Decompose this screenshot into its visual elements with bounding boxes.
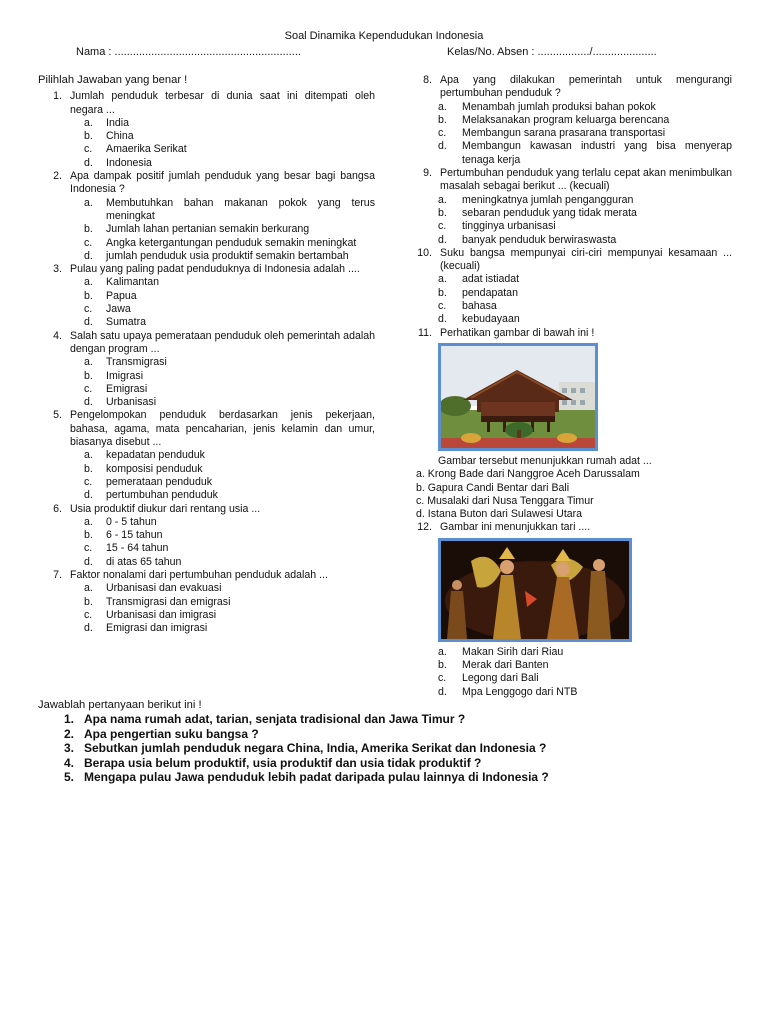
question-12 (416, 521, 732, 698)
page-title: Soal Dinamika Kependudukan Indonesia (284, 30, 484, 42)
question-6 (38, 503, 375, 569)
question-number: 12. (417, 521, 432, 534)
option-c: c. Legong dari Bali (438, 672, 539, 685)
essay-question: 4. Berapa usia belum produktif, usia produktif dan usia tidak produktif ? (63, 755, 482, 770)
option-c: c. Emigrasi (84, 382, 148, 395)
option-d: d. di atas 65 tahun (84, 555, 182, 568)
left-column (38, 74, 375, 635)
option-c: c. pemerataan penduduk (84, 475, 213, 488)
option-c: c. Musalaki dari Nusa Tenggara Timur (416, 494, 594, 507)
question-text: Gambar ini menunjukkan tari .... (440, 521, 591, 534)
option-d: d. Istana Buton dari Sulawesi Utara (416, 508, 583, 521)
option-a: a. Menambah jumlah produksi bahan pokok (438, 100, 656, 113)
option-a: a. Makan Sirih dari Riau (438, 645, 564, 658)
question-7 (38, 569, 375, 635)
option-a: a. kepadatan penduduk (84, 449, 205, 462)
option-d: d. Sumatra (84, 316, 147, 329)
multiple-choice-instruction: Pilihlah Jawaban yang benar ! (38, 74, 188, 86)
option-b: b. Gapura Candi Bentar dari Bali (416, 481, 570, 494)
option-c: c. Amaerika Serikat (84, 143, 187, 156)
question-text: Pengelompokan penduduk berdasarkan jenis pekerjaan, bahasa, agama, mata pencaharian, jenis kelamin dan umur, biasanya disebut ... (70, 409, 375, 449)
option-d: d. Indonesia (84, 156, 152, 169)
question-text: Perhatikan gambar di bawah ini ! (440, 326, 595, 339)
question-number: 3. (53, 263, 62, 276)
question-text: Suku bangsa mempunyai ciri-ciri mempunyai kesamaan ... (kecuali) (440, 246, 732, 273)
option-b: b. pendapatan (438, 286, 518, 299)
question-number: 8. (423, 74, 432, 86)
right-column (416, 74, 732, 699)
essay-question: 3. Sebutkan jumlah penduduk negara China, India, Amerika Serikat dan Indonesia ? (63, 741, 547, 756)
question-text: Salah satu upaya pemerataan penduduk oleh pemerintah adalah dengan program ... (70, 329, 375, 355)
class-number-field: Kelas/No. Absen : ................./..................... (447, 46, 657, 58)
option-a: a. India (84, 116, 129, 129)
option-b: b. Merak dari Banten (438, 659, 549, 672)
option-b: b. China (84, 130, 134, 143)
option-d: d. kebudayaan (438, 313, 520, 326)
option-c: c. Angka ketergantungan penduduk semakin meningkat (84, 236, 357, 249)
option-d: d. banyak penduduk berwiraswasta (438, 233, 617, 246)
option-b: b. 6 - 15 tahun (84, 529, 163, 542)
question-text: Faktor nonalami dari pertumbuhan penduduk adalah ... (70, 568, 328, 581)
option-a: a. 0 - 5 tahun (84, 515, 157, 528)
option-b: b. Imigrasi (84, 369, 144, 382)
question-1 (38, 90, 375, 170)
essay-question: 5. Mengapa pulau Jawa penduduk lebih padat daripada pulau lainnya di Indonesia ? (63, 770, 549, 785)
question-5 (38, 409, 375, 502)
dance-photo (438, 538, 632, 642)
option-a: a. meningkatnya jumlah pengangguran (438, 193, 634, 206)
option-c: c. Urbanisasi dan imigrasi (84, 608, 217, 621)
question-number: 9. (423, 167, 432, 180)
option-d: d. Urbanisasi (84, 396, 157, 409)
option-b: b. Melaksanakan program keluarga berencana (438, 113, 670, 126)
question-number: 6. (53, 502, 62, 515)
question-10 (416, 247, 732, 327)
option-b: b. Papua (84, 289, 137, 302)
option-c: c. Membangun sarana prasarana transportasi (438, 127, 666, 140)
essay-section (38, 699, 738, 785)
dance-image (441, 541, 629, 639)
option-c: c. 15 - 64 tahun (84, 542, 169, 555)
question-text: Apa dampak positif jumlah penduduk yang besar bagi bangsa Indonesia ? (70, 170, 375, 196)
question-text: Pertumbuhan penduduk yang terlalu cepat akan menimbulkan masalah sebagai berikut ... (kecuali) (440, 167, 732, 193)
option-a: a. adat istiadat (438, 273, 520, 286)
option-d: d. Emigrasi dan imigrasi (84, 622, 208, 635)
question-number: 4. (53, 329, 62, 342)
question-number: 5. (53, 409, 62, 422)
question-3 (38, 263, 375, 329)
question-11-caption: Gambar tersebut menunjukkan rumah adat ... (438, 454, 652, 467)
option-a: a. Krong Bade dari Nanggroe Aceh Darussalam (416, 468, 640, 481)
option-b: b. komposisi penduduk (84, 462, 203, 475)
option-a: a. Membutuhkan bahan makanan pokok yang terus meningkat (84, 196, 375, 222)
essay-question: 1. Apa nama rumah adat, tarian, senjata tradisional dan Jawa Timur ? (63, 712, 466, 726)
option-b: b. sebaran penduduk yang tidak merata (438, 206, 637, 219)
traditional-house-photo (438, 343, 598, 451)
option-b: b. Jumlah lahan pertanian semakin berkurang (84, 223, 310, 236)
option-c: c. Jawa (84, 303, 131, 316)
option-b: b. Transmigrasi dan emigrasi (84, 595, 231, 608)
question-text: Jumlah penduduk terbesar di dunia saat ini ditempati oleh negara ... (70, 90, 375, 116)
essay-instruction: Jawablah pertanyaan berikut ini ! (38, 699, 202, 711)
traditional-house-image (441, 346, 595, 448)
question-number: 7. (53, 568, 62, 581)
option-d: d. jumlah penduduk usia produktif semakin bertambah (84, 249, 349, 262)
question-text: Apa yang dilakukan pemerintah untuk mengurangi pertumbuhan penduduk ? (440, 74, 732, 100)
question-8 (416, 74, 732, 167)
question-4 (38, 330, 375, 410)
option-c: c. tingginya urbanisasi (438, 220, 556, 233)
question-number: 10. (417, 246, 432, 259)
question-11 (416, 327, 732, 522)
option-c: c. bahasa (438, 300, 497, 313)
option-a: a. Urbanisasi dan evakuasi (84, 582, 222, 595)
question-2 (38, 170, 375, 263)
essay-question: 2. Apa pengertian suku bangsa ? (63, 726, 259, 741)
question-number: 2. (53, 170, 62, 183)
option-d: d. pertumbuhan penduduk (84, 489, 218, 502)
option-a: a. Kalimantan (84, 276, 159, 289)
name-field: Nama : ............................................................. (76, 46, 301, 58)
question-9 (416, 167, 732, 247)
question-number: 1. (53, 90, 62, 103)
option-a: a. Transmigrasi (84, 356, 167, 369)
question-text: Pulau yang paling padat penduduknya di Indonesia adalah .... (70, 263, 360, 276)
option-d: d. Mpa Lenggogo dari NTB (438, 685, 578, 698)
question-text: Usia produktif diukur dari rentang usia ... (70, 502, 261, 515)
option-d: d. Membangun kawasan industri yang bisa menyerap tenaga kerja (438, 140, 732, 166)
question-number: 11. (418, 326, 432, 339)
